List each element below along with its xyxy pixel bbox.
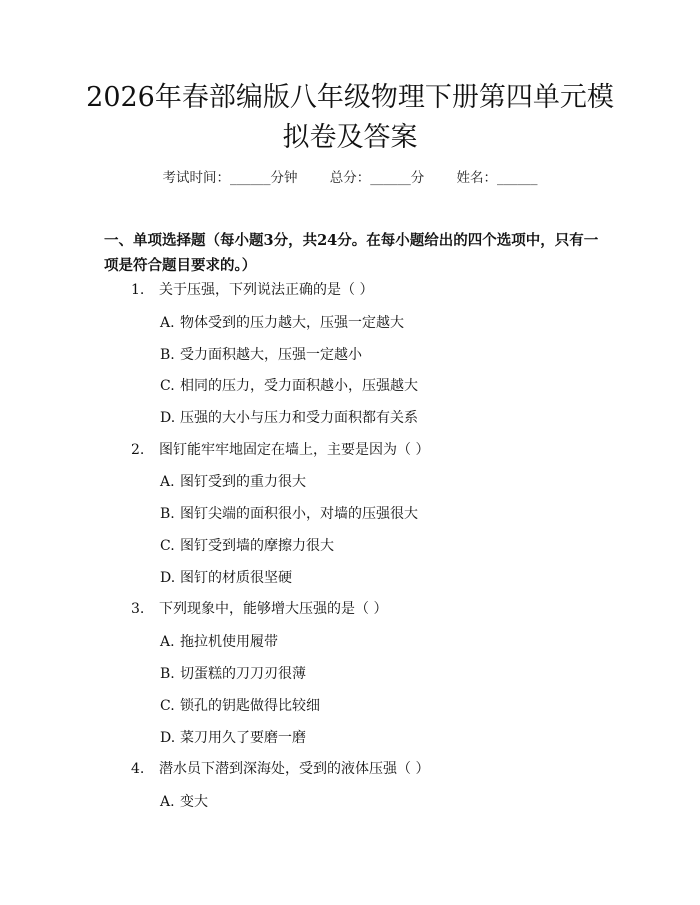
question-2 <box>131 440 429 460</box>
option-text: 变大 <box>180 794 208 810</box>
question-number: 1. <box>131 282 145 298</box>
option-text: 菜刀用久了要磨一磨 <box>180 730 306 746</box>
option-letter: C. <box>160 698 175 714</box>
question-1-option-d <box>160 408 418 428</box>
option-letter: A. <box>160 474 175 490</box>
question-1-option-a <box>160 313 404 333</box>
question-number: 3. <box>131 601 145 617</box>
exam-meta <box>0 166 700 186</box>
student-name: 姓名：______ <box>456 170 538 186</box>
section-heading: 一、单项选择题（每小题3分，共24分。在每小题给出的四个选项中，只有一项是符合题目要求的。） <box>104 232 599 274</box>
question-1-option-c <box>160 376 418 396</box>
option-letter: B. <box>160 506 175 522</box>
option-text: 切蛋糕的刀刀刃很薄 <box>180 666 306 682</box>
exam-time: 考试时间：______分钟 <box>162 170 298 186</box>
option-text: 图钉的材质很坚硬 <box>180 570 292 586</box>
option-letter: B. <box>160 347 175 363</box>
option-text: 图钉尖端的面积很小，对墙的压强很大 <box>180 506 418 522</box>
option-letter: C. <box>160 378 175 394</box>
option-text: 图钉受到的重力很大 <box>180 474 306 490</box>
document-title: 2026年春部编版八年级物理下册第四单元模拟卷及答案 <box>86 82 614 153</box>
option-text: 拖拉机使用履带 <box>180 634 278 650</box>
question-1-option-b <box>160 345 362 365</box>
exam-score: 总分：______分 <box>329 170 425 186</box>
question-4-option-a <box>160 792 208 812</box>
question-2-option-d <box>160 568 292 588</box>
question-1 <box>131 280 373 300</box>
question-text: 潜水员下潜到深海处，受到的液体压强（ ） <box>159 761 430 777</box>
option-letter: A. <box>160 634 175 650</box>
option-letter: A. <box>160 794 175 810</box>
option-letter: D. <box>160 570 176 586</box>
option-letter: C. <box>160 538 175 554</box>
question-2-option-c <box>160 536 334 556</box>
question-2-option-b <box>160 504 418 524</box>
option-text: 物体受到的压力越大，压强一定越大 <box>180 315 404 331</box>
option-letter: D. <box>160 730 176 746</box>
option-text: 图钉受到墙的摩擦力很大 <box>180 538 334 554</box>
question-3-option-d <box>160 728 306 748</box>
question-number: 2. <box>131 442 145 458</box>
option-letter: D. <box>160 410 176 426</box>
question-3-option-b <box>160 664 306 684</box>
question-number: 4. <box>131 761 145 777</box>
option-letter: B. <box>160 666 175 682</box>
option-text: 压强的大小与压力和受力面积都有关系 <box>180 410 418 426</box>
question-text: 图钉能牢牢地固定在墙上，主要是因为（ ） <box>159 442 430 458</box>
question-4 <box>131 759 429 779</box>
option-text: 锁孔的钥匙做得比较细 <box>180 698 320 714</box>
option-text: 受力面积越大，压强一定越小 <box>180 347 362 363</box>
question-3-option-c <box>160 696 320 716</box>
question-text: 关于压强，下列说法正确的是（ ） <box>159 282 374 298</box>
question-text: 下列现象中，能够增大压强的是（ ） <box>159 601 388 617</box>
question-3-option-a <box>160 632 278 652</box>
option-text: 相同的压力，受力面积越小，压强越大 <box>180 378 418 394</box>
option-letter: A. <box>160 315 175 331</box>
question-2-option-a <box>160 472 306 492</box>
question-3 <box>131 599 387 619</box>
